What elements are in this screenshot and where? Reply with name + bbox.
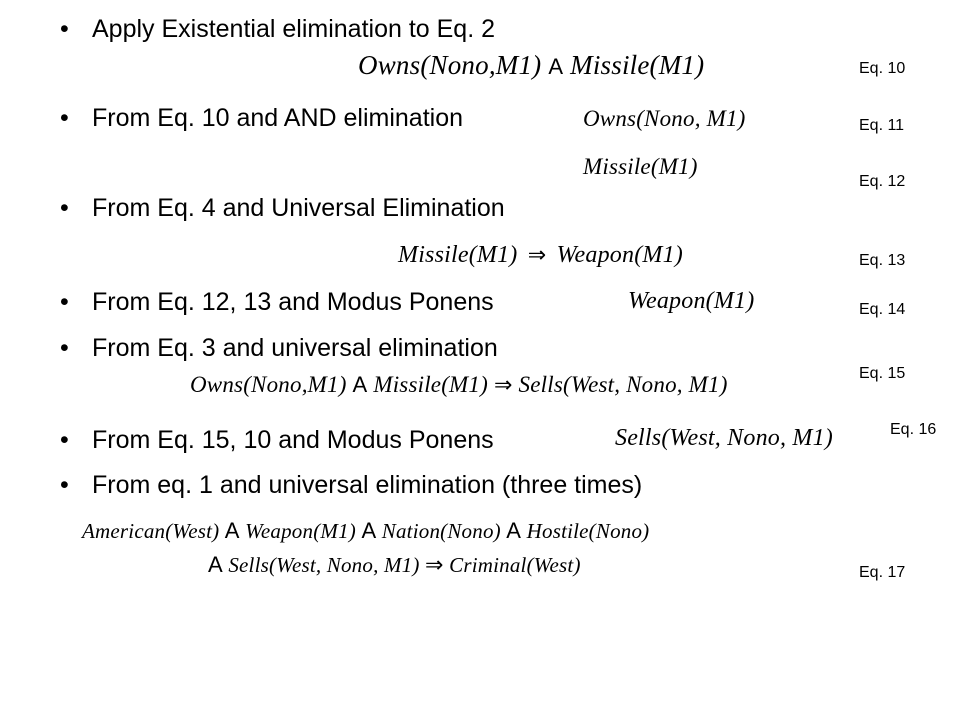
and-symbol: A: [224, 518, 240, 543]
step-universal-elimination-eq1: [60, 470, 642, 500]
step-universal-elimination-eq4: [60, 193, 505, 223]
eq-label-15: Eq. 15: [859, 365, 906, 382]
bullet-dot: •: [60, 334, 69, 362]
step-existential-elimination: [60, 14, 495, 44]
formula-term: Owns(Nono, M1): [583, 106, 746, 131]
formula-term: Missile(M1): [583, 154, 698, 179]
step-modus-ponens-12-13: [60, 287, 494, 317]
implies-symbol: ⇒: [527, 242, 547, 267]
step-text: From eq. 1 and universal elimination (three times): [92, 471, 643, 499]
formula-term: Criminal(West): [449, 553, 581, 577]
implies-symbol: ⇒: [425, 552, 444, 577]
eq-label-16: Eq. 16: [890, 421, 937, 438]
step-text: From Eq. 4 and Universal Elimination: [92, 194, 505, 222]
formula-eq11: [583, 104, 746, 134]
formula-term: Hostile(Nono): [526, 519, 650, 543]
formula-term: Missile(M1): [398, 242, 518, 268]
eq-label-17: Eq. 17: [859, 564, 906, 581]
eq-label-13: Eq. 13: [859, 252, 906, 269]
bullet-dot: •: [60, 15, 69, 43]
formula-term: Owns(Nono,M1): [358, 50, 542, 80]
formula-term: Missile(M1): [373, 372, 488, 397]
formula-term: Owns(Nono,M1): [190, 372, 347, 397]
formula-eq15: [190, 370, 728, 400]
formula-term: Missile(M1): [570, 50, 705, 80]
formula-term: Nation(Nono): [381, 519, 501, 543]
formula-term: Weapon(M1): [245, 519, 356, 543]
step-text: From Eq. 3 and universal elimination: [92, 334, 498, 362]
bullet-dot: •: [60, 471, 69, 499]
step-modus-ponens-15-10: [60, 425, 494, 455]
step-text: Apply Existential elimination to Eq. 2: [92, 15, 495, 43]
step-text: From Eq. 12, 13 and Modus Ponens: [92, 288, 494, 316]
formula-eq12: [583, 152, 698, 182]
bullet-dot: •: [60, 104, 69, 132]
step-text: From Eq. 10 and AND elimination: [92, 104, 464, 132]
formula-eq10: [358, 50, 704, 82]
bullet-dot: •: [60, 194, 69, 222]
formula-eq13: [398, 240, 683, 270]
eq-label-14: Eq. 14: [859, 301, 906, 318]
implies-symbol: ⇒: [493, 372, 513, 397]
and-symbol: A: [361, 518, 377, 543]
and-symbol: A: [352, 372, 368, 397]
bullet-dot: •: [60, 426, 69, 454]
formula-term: Sells(West, Nono, M1): [615, 425, 833, 451]
step-universal-elimination-eq3: [60, 333, 498, 363]
formula-term: Sells(West, Nono, M1): [518, 372, 728, 397]
eq-label-10: Eq. 10: [859, 60, 906, 77]
and-symbol: A: [208, 552, 223, 577]
bullet-dot: •: [60, 288, 69, 316]
formula-eq17-line1: [82, 516, 649, 546]
formula-term: Weapon(M1): [556, 242, 683, 268]
formula-term: Sells(West, Nono, M1): [228, 553, 420, 577]
and-symbol: A: [548, 54, 564, 79]
eq-label-12: Eq. 12: [859, 173, 906, 190]
step-text: From Eq. 15, 10 and Modus Ponens: [92, 426, 494, 454]
formula-eq17-line2: [208, 550, 581, 580]
eq-label-11: Eq. 11: [859, 117, 905, 134]
and-symbol: A: [506, 518, 522, 543]
formula-term: Weapon(M1): [628, 288, 755, 314]
formula-eq14: [628, 286, 754, 316]
step-and-elimination: [60, 103, 463, 133]
formula-eq16: [615, 423, 833, 453]
formula-term: American(West): [82, 519, 220, 543]
